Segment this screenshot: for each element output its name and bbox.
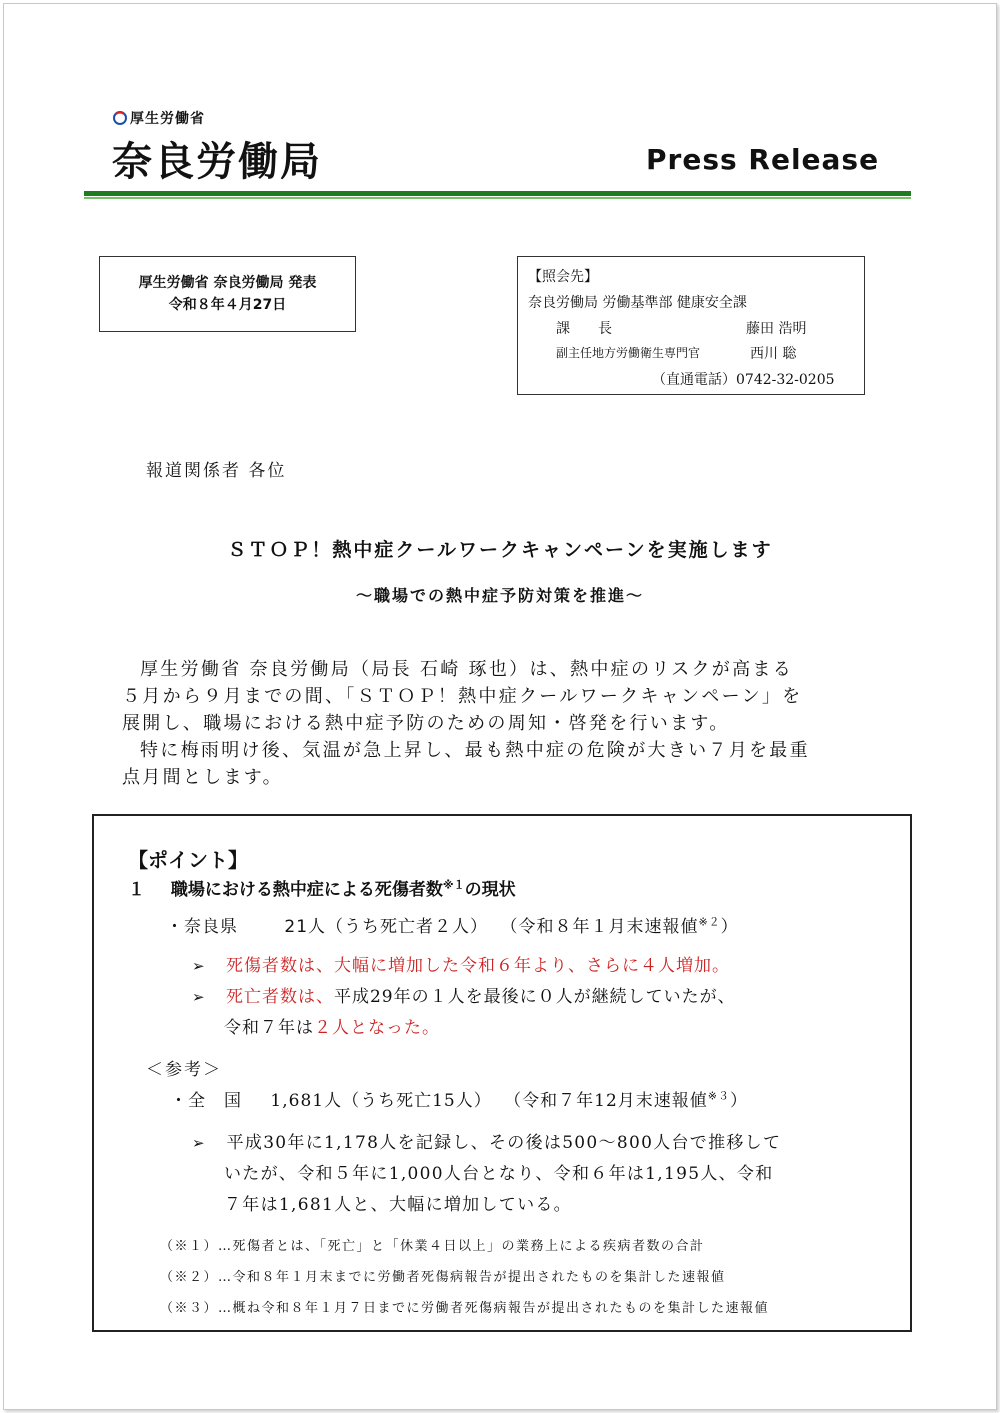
bullet-text: いたが、令和５年に1,000人台となり、令和６年は1,195人、令和 [224, 1164, 774, 1184]
nara-stat-row [166, 912, 739, 937]
ministry-logo-icon [113, 111, 127, 125]
bullet-text: 令和７年は [224, 1018, 314, 1038]
contact-department: 奈良労働局 労働基準部 健康安全課 [528, 295, 747, 311]
body-line: 特に梅雨明け後、気温が急上昇し、最も熱中症の危険が大きい７月を最重 [140, 740, 810, 761]
point-item-1 [128, 875, 516, 900]
nara-count: 21人（うち死亡者２人） [284, 917, 489, 937]
issuer-line: 厚生労働省 奈良労働局 発表 [138, 275, 317, 291]
addressee: 報道関係者 各位 [146, 461, 287, 481]
bullet-text: 平成29年の１人を最後に０人が継続していたが、 [333, 987, 736, 1007]
ministry-name: 厚生労働省 [130, 111, 205, 127]
header-rule [84, 191, 911, 196]
nara-label: ・奈良県 [166, 917, 238, 937]
bullet-text: ７年は1,681人と、大幅に増加している。 [224, 1195, 572, 1215]
footnote-ref-1: ※１ [442, 878, 465, 892]
arrow-bullet-icon: ➢ [192, 988, 206, 1006]
nara-bullet-2-cont [224, 1013, 440, 1038]
body-line: 点月間とします。 [122, 767, 283, 788]
points-heading: 【ポイント】 [128, 848, 248, 872]
body-line: 厚生労働省 奈良労働局（局長 石崎 琢也）は、熱中症のリスクが高まる [140, 659, 794, 680]
footnote: （※２）…令和８年１月末までに労働者死傷病報告が提出されたものを集計した速報値 [160, 1270, 726, 1285]
highlight-text: 死傷者数は、大幅に増加した令和６年より、さらに４人増加。 [225, 956, 730, 976]
body-line: ５月から９月までの間、「ＳＴＯＰ！熱中症クールワークキャンペーン」を [122, 686, 803, 707]
bureau-name: 奈良労働局 [112, 139, 322, 185]
arrow-bullet-icon: ➢ [192, 1134, 206, 1152]
nara-bullet-1 [192, 951, 730, 976]
national-count: 1,681人（うち死亡15人） [270, 1091, 492, 1111]
point-item-tail: の現状 [464, 880, 516, 900]
national-note: （令和７年12月末速報値$^{※3}$） [504, 1089, 748, 1111]
highlight-text: 死亡者数は、 [225, 987, 334, 1007]
reference-heading: ＜参考＞ [146, 1060, 222, 1080]
press-release-label: Press Release [646, 143, 880, 176]
footnote: （※１）…死傷者とは、「死亡」と「休業４日以上」の業務上による疾病者数の合計 [160, 1239, 705, 1254]
contact-box [517, 256, 865, 395]
bullet-text: 平成30年に1,178人を記録し、その後は500～800人台で推移して [226, 1133, 782, 1153]
arrow-bullet-icon: ➢ [192, 957, 206, 975]
footnote-ref-2: ※２ [698, 915, 721, 929]
contact-role-2: 副主任地方労働衛生専門官 [556, 346, 701, 360]
contact-name-2: 西川 聡 [750, 346, 797, 362]
national-label: ・全 国 [170, 1091, 242, 1111]
national-bullet [192, 1128, 781, 1153]
footnote: （※３）…概ね令和８年１月７日までに労働者死傷病報告が提出されたものを集計した速報値 [160, 1301, 770, 1316]
points-box [92, 814, 912, 1332]
header-rule-light [84, 197, 911, 199]
contact-role-1: 課 長 [556, 321, 612, 337]
contact-phone: （直通電話）0742-32-0205 [652, 372, 835, 388]
contact-name-1: 藤田 浩明 [746, 321, 807, 337]
issue-date: 令和８年４月27日 [168, 297, 287, 313]
national-stat-row [170, 1086, 748, 1111]
highlight-text: ２人となった。 [314, 1018, 440, 1038]
footnote-ref-3: ※３ [707, 1089, 730, 1103]
issuer-box [99, 256, 356, 332]
nara-bullet-2 [192, 982, 736, 1007]
point-item-number: １ [128, 880, 145, 900]
nara-note: （令和８年１月末速報値$^{※2}$） [500, 915, 739, 937]
point-item-title: 職場における熱中症による死傷者数 [170, 880, 443, 900]
document-title: ＳＴＯＰ！熱中症クールワークキャンペーンを実施します [227, 539, 773, 561]
contact-heading: 【照会先】 [528, 269, 598, 285]
document-subtitle: ～職場での熱中症予防対策を推進～ [355, 586, 644, 605]
body-line: 展開し、職場における熱中症予防のための周知・啓発を行います。 [122, 713, 730, 734]
